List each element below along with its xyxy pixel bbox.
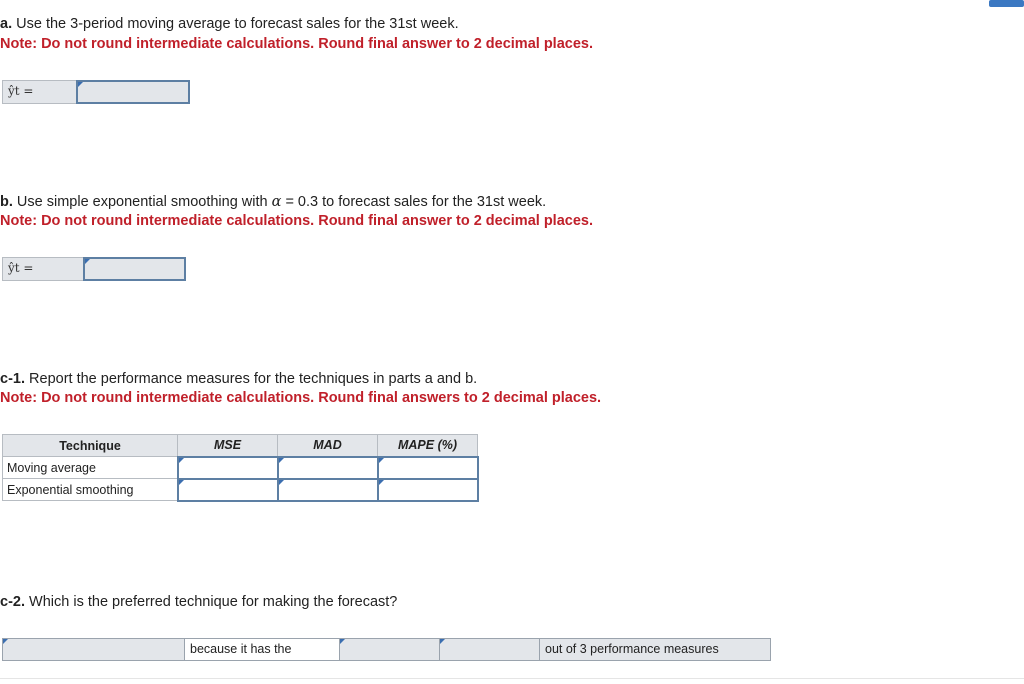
part-a-prefix: a. xyxy=(0,16,13,32)
moving-average-mse-input[interactable] xyxy=(178,457,278,479)
part-c1-note: Note: Do not round intermediate calculations. Round final answers to 2 decimal places. xyxy=(0,390,602,406)
part-b-question xyxy=(0,194,546,210)
alpha-symbol: α xyxy=(271,194,282,210)
exponential-smoothing-mse-input[interactable] xyxy=(178,479,278,501)
moving-average-mape-input[interactable] xyxy=(378,457,478,479)
table-row xyxy=(3,457,478,479)
part-a-forecast-input[interactable] xyxy=(76,80,190,104)
part-c1-question xyxy=(0,371,477,387)
exponential-smoothing-mape-input[interactable] xyxy=(378,479,478,501)
part-a-question-text: Use the 3-period moving average to forecast sales for the 31st week. xyxy=(16,16,459,32)
header-mse: MSE xyxy=(178,435,278,457)
measure-count-select-left[interactable] xyxy=(339,638,440,661)
input-marker-icon xyxy=(279,458,284,463)
preferred-technique-select[interactable] xyxy=(2,638,185,661)
part-c2-question xyxy=(0,594,397,610)
dropdown-marker-icon xyxy=(340,639,345,644)
part-a-question xyxy=(0,16,459,32)
input-marker-icon xyxy=(179,458,184,463)
performance-table xyxy=(2,434,479,502)
part-a-note: Note: Do not round intermediate calculations. Round final answer to 2 decimal places. xyxy=(0,36,593,52)
part-b-forecast-input[interactable] xyxy=(83,257,186,281)
input-marker-icon xyxy=(279,480,284,485)
input-marker-icon xyxy=(179,480,184,485)
measure-count-select[interactable] xyxy=(439,638,540,661)
moving-average-mad-input[interactable] xyxy=(278,457,378,479)
row-label-exponential-smoothing: Exponential smoothing xyxy=(3,479,178,501)
header-mad: MAD xyxy=(278,435,378,457)
dropdown-marker-icon xyxy=(3,639,8,644)
part-b-yhat-label: ŷt = xyxy=(2,257,85,281)
table-row xyxy=(3,479,478,501)
out-of-measures-text: out of 3 performance measures xyxy=(539,638,771,661)
bottom-divider xyxy=(0,678,1024,679)
part-b-prefix: b. xyxy=(0,194,13,210)
header-technique: Technique xyxy=(3,435,178,457)
input-marker-icon xyxy=(379,480,384,485)
input-marker-icon xyxy=(379,458,384,463)
because-text: because it has the xyxy=(184,638,340,661)
part-c2-question-text: Which is the preferred technique for making the forecast? xyxy=(29,594,398,610)
table-header-row xyxy=(3,435,478,457)
exponential-smoothing-mad-input[interactable] xyxy=(278,479,378,501)
part-c2-prefix: c-2. xyxy=(0,594,25,610)
part-b-question-before: Use simple exponential smoothing with xyxy=(16,194,268,210)
part-b-question-after: = 0.3 to forecast sales for the 31st week. xyxy=(285,194,547,210)
input-marker-icon xyxy=(85,259,90,264)
part-a-yhat-label: ŷt = xyxy=(2,80,77,104)
header-mape: MAPE (%) xyxy=(378,435,478,457)
part-c1-prefix: c-1. xyxy=(0,371,25,387)
row-label-moving-average: Moving average xyxy=(3,457,178,479)
top-right-button[interactable] xyxy=(989,0,1024,7)
input-marker-icon xyxy=(78,82,83,87)
part-c1-question-text: Report the performance measures for the techniques in parts a and b. xyxy=(29,371,478,387)
dropdown-marker-icon xyxy=(440,639,445,644)
part-b-note: Note: Do not round intermediate calculations. Round final answer to 2 decimal places. xyxy=(0,213,593,229)
